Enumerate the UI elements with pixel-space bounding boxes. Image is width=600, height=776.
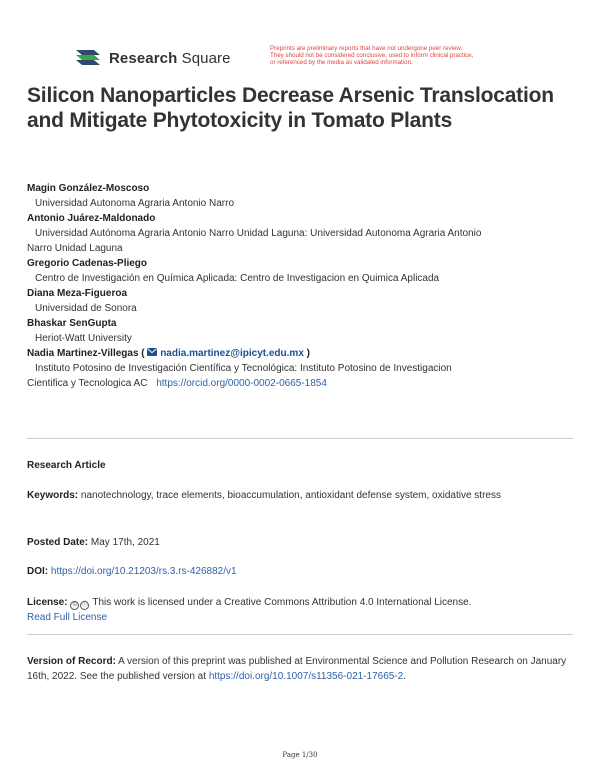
- divider: [27, 634, 573, 635]
- paper-title: Silicon Nanoparticles Decrease Arsenic Translocation and Mitigate Phytotoxicity in Tomato Plants: [27, 84, 554, 132]
- version-of-record-text: A version of this preprint was published at Environmental Science and Pollution Research on January 16th, 2022. See the published version at: [27, 656, 567, 682]
- corresponding-author: [27, 346, 577, 391]
- author-affiliation-line: Instituto Potosino de Investigación Científica y Tecnológica: Instituto Potosino de Investigacion: [35, 363, 452, 374]
- author: [27, 256, 577, 286]
- article-type: [27, 458, 573, 473]
- license-label: License:: [27, 597, 68, 608]
- cc-by-icon: ⓘ: [81, 602, 88, 608]
- doi-link[interactable]: https://doi.org/10.21203/rs.3.rs-426882/v1: [50, 566, 237, 577]
- license: [27, 595, 573, 625]
- author-affiliation: [27, 361, 577, 391]
- author-name: Gregorio Cadenas-Pliego: [27, 258, 148, 269]
- envelope-icon: [147, 348, 157, 356]
- article-type-label: Research Article: [27, 460, 106, 471]
- author-affiliation-line: Universidad Autónoma Agraria Antonio Narro Unidad Laguna: Universidad Autonoma Agraria Antonio: [35, 228, 482, 239]
- divider: [27, 438, 573, 439]
- orcid-link[interactable]: https://orcid.org/0000-0002-0665-1854: [156, 378, 327, 389]
- author-name: Magin González-Moscoso: [27, 183, 150, 194]
- keywords-label: Keywords:: [27, 490, 79, 501]
- email-address: nadia.martinez@ipicyt.edu.mx: [160, 348, 304, 359]
- close-paren: ): [303, 348, 310, 359]
- email-link[interactable]: [147, 348, 303, 359]
- author-name: Bhaskar SenGupta: [27, 318, 117, 329]
- logo-text: Research Square: [109, 49, 231, 67]
- author-affiliation: Universidad Autonoma Agraria Antonio Narro: [35, 198, 235, 209]
- affiliation-cont: Cientifica y Tecnologica AC: [27, 378, 148, 389]
- research-square-logo-icon: [74, 48, 102, 68]
- author-name: Nadia Martinez-Villegas: [27, 348, 139, 359]
- preprint-notice-line: Preprints are preliminary reports that have not undergone peer review.: [270, 45, 463, 52]
- author: [27, 211, 577, 256]
- author-affiliation-line: Narro Unidad Laguna: [27, 243, 123, 254]
- preprint-notice-line: or referenced by the media as validated information.: [270, 59, 413, 66]
- keywords-value: nanotechnology, trace elements, bioaccumulation, antioxidant defense system, oxidative stress: [80, 490, 501, 501]
- license-text: This work is licensed under a Creative Commons Attribution 4.0 International License.: [92, 597, 472, 608]
- open-paren: (: [138, 348, 145, 359]
- author-name: Diana Meza-Figueroa: [27, 288, 128, 299]
- author: [27, 181, 577, 211]
- author-affiliation: Universidad de Sonora: [35, 303, 137, 314]
- author: [27, 286, 577, 316]
- page-number: Page 1/30: [282, 751, 318, 759]
- doi: [27, 564, 573, 579]
- version-of-record: [27, 654, 573, 684]
- author-affiliation-line: [27, 376, 577, 391]
- preprint-notice: [270, 45, 530, 66]
- cc-icons: [70, 601, 89, 610]
- period: .: [403, 671, 406, 682]
- author: [27, 316, 577, 346]
- posted-date-value: May 17th, 2021: [90, 537, 160, 548]
- author-affiliation: [27, 226, 577, 256]
- published-version-link[interactable]: https://doi.org/10.1007/s11356-021-17665-2: [208, 671, 404, 682]
- author-name: Antonio Juárez-Maldonado: [27, 213, 156, 224]
- author-name-line: [27, 346, 577, 361]
- keywords: [27, 488, 573, 503]
- author-affiliation: Centro de Investigación en Química Aplicada: Centro de Investigacion en Quimica Aplicada: [35, 273, 440, 284]
- posted-date: [27, 535, 573, 550]
- version-of-record-label: Version of Record:: [27, 656, 116, 667]
- author-list: [27, 181, 577, 391]
- cc-icon: ©: [70, 601, 79, 610]
- doi-label: DOI:: [27, 566, 49, 577]
- preprint-notice-line: They should not be considered conclusive, used to inform clinical practice,: [270, 52, 474, 59]
- read-full-license-link[interactable]: Read Full License: [27, 612, 108, 623]
- posted-date-label: Posted Date:: [27, 537, 89, 548]
- research-square-logo[interactable]: [74, 48, 231, 68]
- author-affiliation: Heriot-Watt University: [35, 333, 132, 344]
